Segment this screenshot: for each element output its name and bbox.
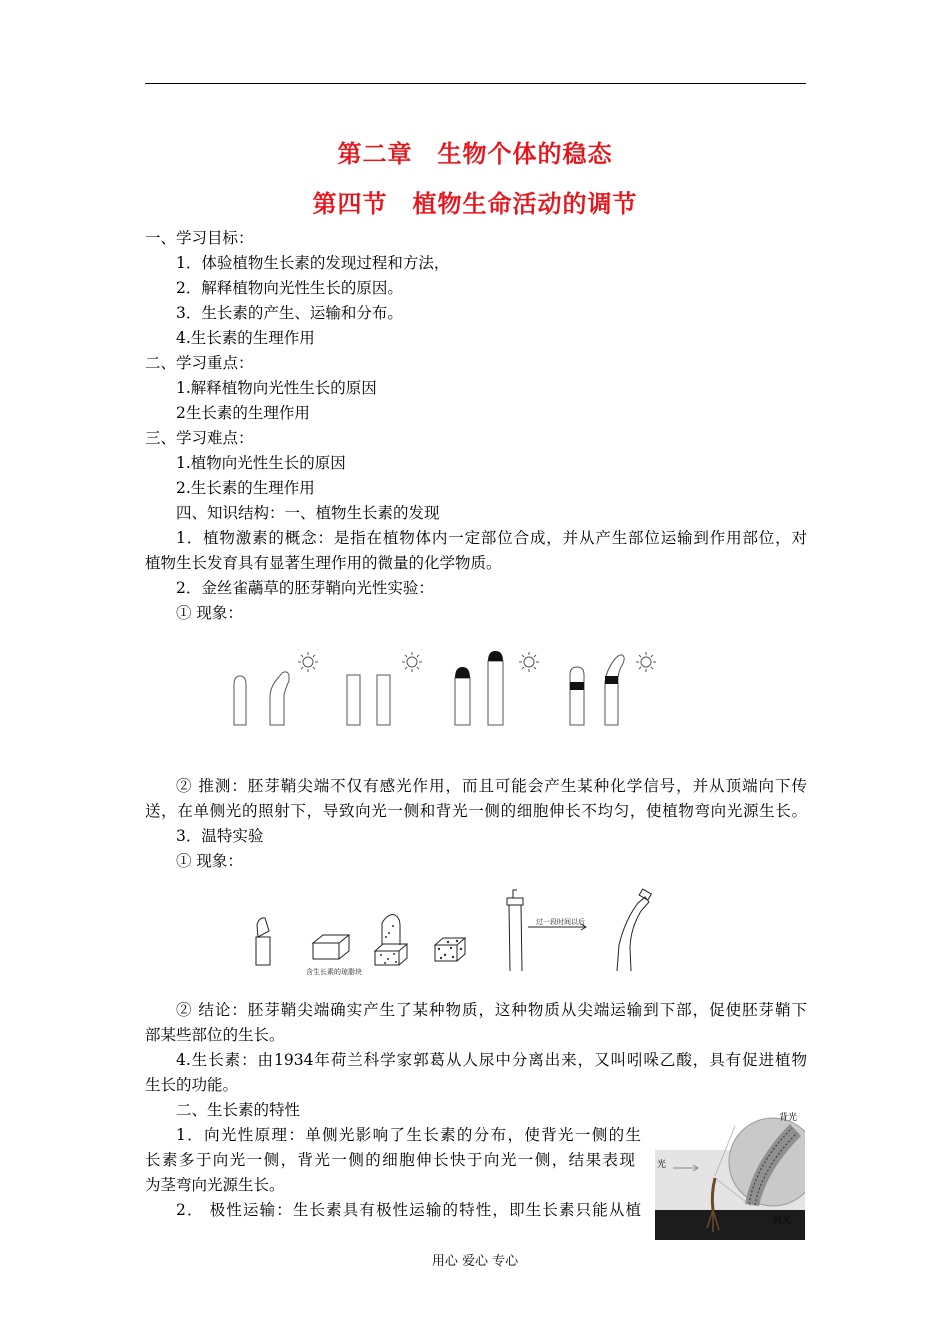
went-experiment-figure [245, 885, 675, 977]
objective-1: 1．体验植物生长素的发现过程和方法， [176, 254, 450, 272]
agar-block-with-tip [375, 915, 407, 965]
sun-icon [636, 652, 656, 672]
decapitated-coleoptile [377, 675, 390, 725]
photo-toward-label: 向光 [773, 1216, 792, 1226]
time-label: 过一段时间以后 [536, 918, 585, 926]
shielded-bent-coleoptile [605, 655, 624, 725]
auxin-paragraph-1: 4.生长素：由1934年荷兰科学家郭葛从人尿中分离出来，又叫吲哚乙酸，具有促进植物 [176, 1051, 807, 1069]
auxin-paragraph-2: 生长的功能。 [145, 1076, 239, 1094]
agar-label: 含生长素的琼脂块 [306, 968, 362, 976]
coleoptile-with-block [507, 890, 523, 971]
photo-light-label: 光 [657, 1160, 667, 1170]
photo-back-label: 背光 [779, 1113, 798, 1123]
chapter-title: 第二章 生物个体的稳态 [337, 140, 613, 168]
page-footer: 用心 爱心 专心 [431, 1254, 519, 1269]
conclusion-1: ② 结论：胚芽鞘尖端确实产生了某种物质，这种物质从尖端运输到下部，促使胚芽鞘下 [176, 1001, 807, 1019]
difficulty-2: 2.生长素的生理作用 [176, 479, 315, 497]
difficulty-1: 1.植物向光性生长的原因 [176, 454, 346, 472]
phototropism-2: 长素多于向光一侧，背光一侧的细胞伸长快于向光一侧，结果表现 [145, 1151, 635, 1169]
went-heading: 3．温特实验 [176, 827, 264, 845]
heading-structure: 四、知识结构：一、植物生长素的发现 [176, 504, 440, 522]
bent-coleoptile [617, 897, 649, 971]
polar-transport: 2． 极性运输：生长素具有极性运输的特性，即生长素只能从植 [176, 1201, 641, 1219]
heading-difficulties: 三、学习难点： [145, 429, 254, 447]
phototropism-1: 1．向光性原理：单侧光影响了生长素的分布，使背光一侧的生 [176, 1126, 641, 1144]
key-point-2: 2生长素的生理作用 [176, 404, 310, 422]
coleoptile-bent [270, 672, 289, 725]
paragraph-hormone-1: 1．植物激素的概念：是指在植物体内一定部位合成，并从产生部位运输到作用部位，对 [176, 529, 807, 547]
phototropism-photo [655, 1106, 805, 1240]
agar-block [313, 935, 349, 959]
shielded-coleoptile [570, 667, 584, 725]
coleoptile-straight [234, 676, 246, 725]
capped-coleoptile [455, 678, 470, 725]
heading-properties: 二、生长素的特性 [176, 1101, 301, 1119]
heading-objectives: 一、学习目标： [145, 229, 254, 247]
phenomenon-label-1: ① 现象： [176, 604, 243, 622]
paragraph-canary-grass: 2．金丝雀虉草的胚芽鞘向光性实验： [176, 579, 434, 597]
key-point-1: 1.解释植物向光性生长的原因 [176, 379, 377, 397]
sun-icon [519, 652, 539, 672]
capped-coleoptile [488, 661, 503, 725]
header-rule [145, 83, 806, 84]
conclusion-2: 部某些部位的生长。 [145, 1026, 285, 1044]
sun-icon [298, 652, 318, 672]
paragraph-hormone-2: 植物生长发育具有显著生理作用的微量的化学物质。 [145, 554, 502, 572]
heading-key-points: 二、学习重点： [145, 354, 254, 372]
coleoptile-phototropism-figure [225, 645, 670, 730]
inference-2: 送，在单侧光的照射下，导致向光一侧和背光一侧的细胞伸长不均匀，使植物弯向光源生长。 [145, 802, 807, 820]
inference-1: ② 推测：胚芽鞘尖端不仅有感光作用，而且可能会产生某种化学信号，并从顶端向下传 [176, 777, 807, 795]
decapitated-coleoptile [347, 675, 360, 725]
phenomenon-label-2: ① 现象： [176, 852, 243, 870]
coleoptile-tip [256, 937, 270, 965]
objective-3: 3．生长素的产生、运输和分布。 [176, 304, 403, 322]
phototropism-3: 为茎弯向光源生长。 [145, 1176, 285, 1194]
section-title: 第四节 植物生命活动的调节 [312, 190, 638, 218]
objective-2: 2．解释植物向光性生长的原因。 [176, 279, 403, 297]
objective-4: 4.生长素的生理作用 [176, 329, 315, 347]
sun-icon [402, 652, 422, 672]
